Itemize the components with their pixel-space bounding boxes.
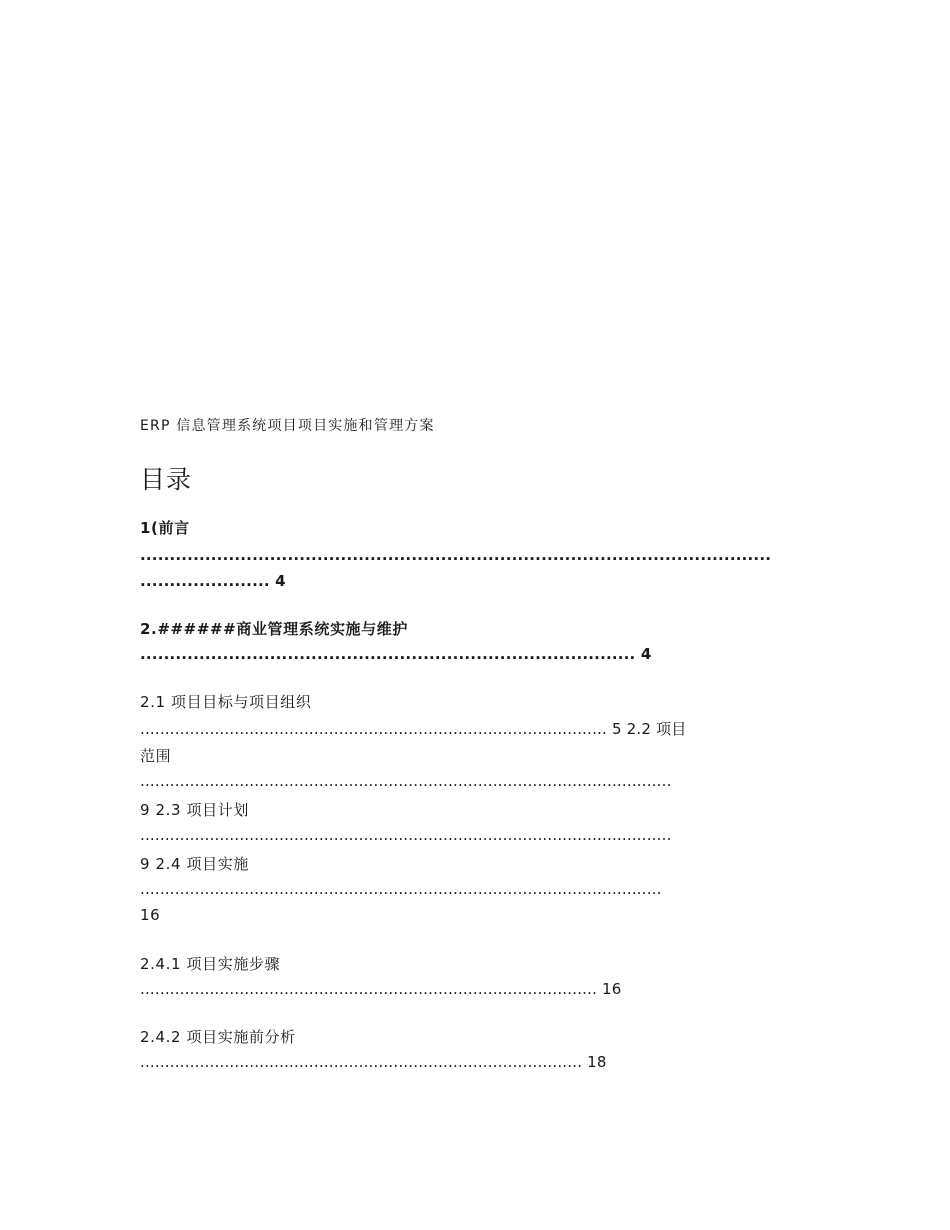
toc-entry-title: 9 2.3 项目计划 [140,801,249,819]
toc-entry-dots: ........................................................................................................... [140,826,672,844]
document-title: ERP 信息管理系统项目项目实施和管理方案 [140,418,435,434]
toc-heading: 目录 [140,465,193,494]
toc-entry-page: ......................................................................................... 18 [140,1053,607,1071]
toc-entry-page: ...................... 4 [140,572,286,590]
toc-entry-dots: ........................................................................................................... [140,546,772,564]
toc-entry-page: .............................................................................................. 5 2.2 项目 [140,720,687,738]
toc-entry-title: 2.1 项目目标与项目组织 [140,693,312,711]
toc-entry-title: 2.4.1 项目实施步骤 [140,955,281,973]
toc-entry-title: 1(前言 [140,519,190,537]
toc-entry-page: 16 [140,906,161,924]
toc-entry-dots: ........................................................................................................... [140,772,672,790]
toc-entry-title: 范围 [140,747,172,765]
toc-entry-title: 2.######商业管理系统实施与维护 [140,620,408,638]
toc-entry-page: .................................................................................... 4 [140,645,652,663]
toc-entry-title: 9 2.4 项目实施 [140,855,249,873]
toc-entry-dots: ......................................................................................................... [140,880,662,898]
toc-entry-page: ............................................................................................ 16 [140,980,622,998]
toc-entry-title: 2.4.2 项目实施前分析 [140,1028,296,1046]
